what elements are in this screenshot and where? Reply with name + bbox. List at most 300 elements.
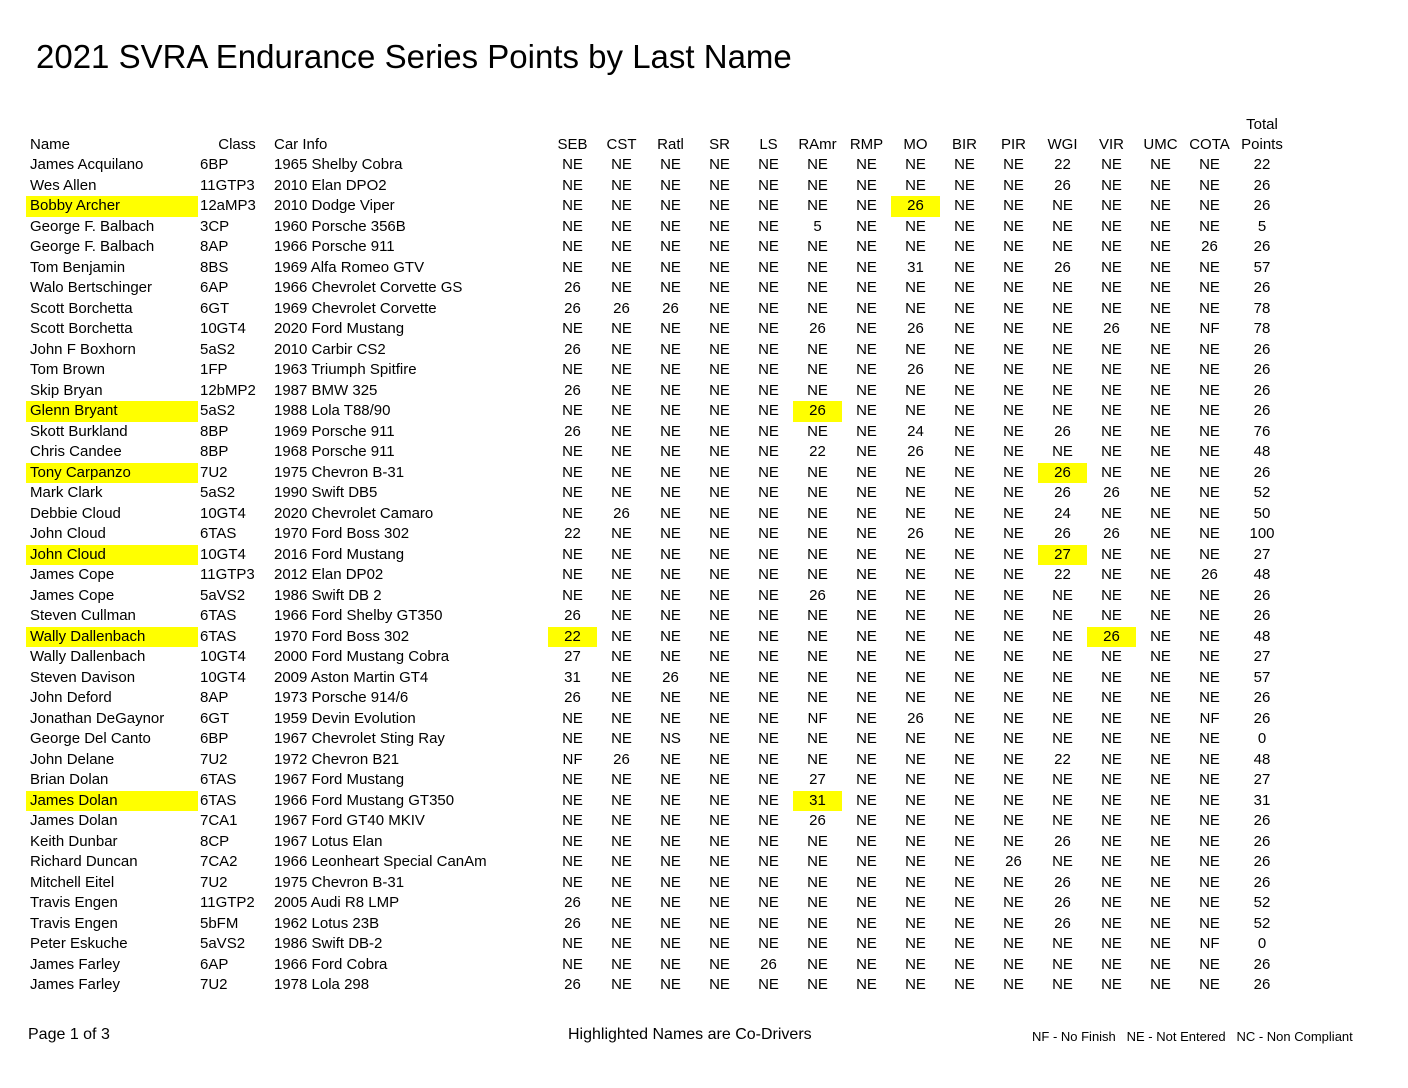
event-points-cell: NE [1150, 258, 1171, 276]
event-points-cell: NE [807, 340, 828, 358]
car-info-cell: 1969 Alfa Romeo GTV [274, 258, 425, 276]
event-points-cell: NE [1052, 730, 1073, 747]
event-points-cell: NE [1003, 730, 1024, 747]
class-cell: 11GTP2 [200, 894, 255, 911]
driver-name: Wally Dallenbach [30, 648, 146, 665]
event-points-cell: 26 [564, 299, 581, 317]
event-points-cell: 27 [564, 648, 581, 665]
total-points-cell: 26 [1253, 607, 1271, 624]
event-points-cell: NE [1199, 484, 1220, 501]
event-points-cell: NE [905, 545, 926, 563]
car-info-cell: 2020 Chevrolet Camaro [274, 504, 434, 522]
table-row [26, 832, 1290, 853]
event-points-cell: 26 [1054, 894, 1071, 911]
event-points-cell: NE [660, 832, 681, 850]
car-info-cell: 2012 Elan DP02 [274, 566, 384, 583]
event-points-cell: 5 [813, 217, 822, 235]
event-points-cell: NE [856, 914, 877, 932]
car-info-cell: 1966 Leonheart Special CanAm [274, 853, 487, 870]
event-points-cell: NE [1199, 402, 1220, 419]
event-points-cell: NE [905, 381, 926, 399]
driver-name: Wes Allen [30, 176, 97, 194]
event-points-cell: NE [709, 258, 730, 276]
event-points-cell: NE [611, 627, 632, 645]
event-points-cell: NE [758, 545, 779, 563]
event-points-cell: NE [611, 832, 632, 850]
driver-name: John Deford [30, 689, 112, 706]
table-row [26, 709, 1290, 730]
class-cell: 8BP [200, 422, 229, 440]
driver-name: Mark Clark [30, 484, 103, 501]
event-points-cell: NE [1101, 668, 1122, 686]
event-points-cell: NE [758, 504, 779, 522]
event-points-cell: NE [954, 812, 975, 829]
event-points-cell: NE [1052, 791, 1073, 809]
class-cell: 7U2 [200, 976, 228, 993]
event-points-cell: NE [562, 853, 583, 870]
event-points-cell: 26 [564, 422, 581, 440]
car-info-cell: 1960 Porsche 356B [274, 217, 406, 235]
event-points-cell: NE [660, 976, 681, 993]
event-points-cell: NE [611, 976, 632, 993]
event-points-cell: NE [1003, 258, 1024, 276]
event-points-cell: NE [709, 340, 730, 358]
event-points-cell: 27 [809, 771, 826, 788]
event-points-cell: NE [1003, 566, 1024, 583]
event-points-cell: NE [660, 217, 681, 235]
event-points-cell: NE [709, 525, 730, 542]
car-info-cell: 1967 Ford Mustang [274, 771, 405, 788]
event-points-cell: NE [611, 955, 632, 973]
event-points-cell: 26 [564, 689, 581, 706]
driver-name: Peter Eskuche [30, 935, 128, 952]
event-points-cell: NE [856, 894, 877, 911]
event-points-cell: NE [1150, 361, 1171, 378]
class-cell: 8CP [200, 832, 230, 850]
event-points-cell: NE [1150, 689, 1171, 706]
col-header-car-info: Car Info [274, 136, 328, 153]
event-points-cell: NE [856, 156, 877, 173]
event-points-cell: NE [1003, 955, 1024, 973]
event-points-cell: NE [807, 176, 828, 194]
driver-name: James Dolan [26, 791, 198, 812]
driver-name: Walo Bertschinger [30, 279, 152, 296]
table-body [26, 155, 1290, 996]
event-points-cell: 22 [548, 627, 597, 648]
car-info-cell: 1963 Triumph Spitfire [274, 361, 417, 378]
col-header-class: Class [218, 136, 256, 153]
event-points-cell: NE [905, 791, 926, 809]
event-points-cell: NE [660, 238, 681, 255]
driver-name: Debbie Cloud [30, 504, 121, 522]
event-points-cell: NE [611, 730, 632, 747]
event-points-cell: NE [562, 709, 583, 727]
event-points-cell: NE [807, 566, 828, 583]
class-cell: 6TAS [200, 525, 237, 542]
event-points-cell: NE [611, 463, 632, 481]
event-points-cell: NE [562, 771, 583, 788]
event-points-cell: NE [905, 668, 926, 686]
event-points-cell: NE [1101, 299, 1122, 317]
event-points-cell: NE [562, 586, 583, 604]
table-row [26, 381, 1290, 402]
event-points-cell: NE [905, 504, 926, 522]
event-points-cell: NE [807, 156, 828, 173]
event-points-cell: NE [856, 853, 877, 870]
event-points-cell: NE [562, 463, 583, 481]
event-points-cell: NE [562, 197, 583, 214]
table-row [26, 668, 1290, 689]
car-info-cell: 1990 Swift DB5 [274, 484, 378, 501]
event-points-cell: 26 [809, 586, 826, 604]
table-row [26, 688, 1290, 709]
event-points-cell: NE [562, 545, 583, 563]
class-cell: 8AP [200, 689, 229, 706]
total-points-cell: 48 [1253, 627, 1271, 645]
event-points-cell: NE [660, 689, 681, 706]
event-points-cell: 26 [1038, 463, 1087, 484]
event-points-cell: NE [1003, 504, 1024, 522]
event-points-cell: NE [1052, 709, 1073, 727]
event-points-cell: NE [807, 832, 828, 850]
table-row [26, 504, 1290, 525]
event-points-cell: NE [758, 730, 779, 747]
event-points-cell: NE [905, 750, 926, 768]
event-points-cell: 26 [891, 196, 940, 217]
event-points-cell: NE [856, 771, 877, 788]
event-points-cell: NE [807, 299, 828, 317]
event-points-cell: NE [758, 258, 779, 276]
event-points-cell: NE [660, 914, 681, 932]
event-points-cell: NE [1199, 217, 1220, 235]
event-points-cell: NE [905, 176, 926, 194]
event-points-cell: NE [954, 648, 975, 665]
event-points-cell: NE [1052, 607, 1073, 624]
event-points-cell: NE [1199, 545, 1220, 563]
event-points-cell: NE [1150, 279, 1171, 296]
total-points-cell: 26 [1253, 463, 1271, 481]
event-points-cell: NE [562, 320, 583, 337]
table-row [26, 401, 1290, 422]
car-info-cell: 1970 Ford Boss 302 [274, 627, 410, 645]
driver-name: Wally Dallenbach [26, 627, 198, 648]
event-points-cell: NE [1052, 955, 1073, 973]
event-points-cell: 26 [1054, 525, 1071, 542]
total-points-cell: 26 [1253, 340, 1271, 358]
event-points-cell: NE [1101, 422, 1122, 440]
event-points-cell: NE [1101, 832, 1122, 850]
event-points-cell: NE [856, 176, 877, 194]
event-points-cell: NE [709, 668, 730, 686]
driver-name: Tom Benjamin [30, 258, 126, 276]
event-points-cell: NE [660, 648, 681, 665]
driver-name: George F. Balbach [30, 238, 155, 255]
event-points-cell: NE [758, 443, 779, 460]
event-points-cell: NE [1199, 627, 1220, 645]
event-points-cell: NE [905, 853, 926, 870]
event-points-cell: NE [856, 279, 877, 296]
event-points-cell: NE [1003, 176, 1024, 194]
class-cell: 7CA2 [200, 853, 238, 870]
event-points-cell: NE [758, 709, 779, 727]
event-points-cell: NE [1199, 812, 1220, 829]
event-points-cell: NE [1101, 709, 1122, 727]
event-points-cell: NE [1003, 443, 1024, 460]
event-points-cell: NE [1199, 279, 1220, 296]
event-points-cell: NE [660, 422, 681, 440]
event-points-cell: NE [954, 730, 975, 747]
event-points-cell: NE [758, 320, 779, 337]
table-row [26, 975, 1290, 996]
event-points-cell: NE [709, 176, 730, 194]
class-cell: 7U2 [200, 873, 228, 891]
event-points-cell: NE [1003, 361, 1024, 378]
event-points-cell: NE [660, 873, 681, 891]
event-points-cell: NE [1003, 299, 1024, 317]
table-row [26, 524, 1290, 545]
event-points-cell: 26 [613, 750, 630, 768]
event-points-cell: NE [807, 422, 828, 440]
event-points-cell: NE [758, 935, 779, 952]
event-points-cell: NE [660, 443, 681, 460]
event-points-cell: NE [1199, 894, 1220, 911]
driver-name: James Cope [30, 566, 115, 583]
event-points-cell: NE [954, 320, 975, 337]
class-cell: 5bFM [200, 914, 239, 932]
class-cell: 10GT4 [200, 545, 246, 563]
class-cell: 12aMP3 [200, 197, 256, 214]
event-points-cell: NE [1199, 197, 1220, 214]
table-row [26, 914, 1290, 935]
event-points-cell: NE [1052, 935, 1073, 952]
event-points-cell: NE [709, 853, 730, 870]
event-points-cell: NE [1101, 648, 1122, 665]
event-points-cell: NE [660, 607, 681, 624]
event-points-cell: NE [954, 176, 975, 194]
event-points-cell: NE [611, 566, 632, 583]
event-points-cell: NE [1101, 812, 1122, 829]
event-points-cell: NE [758, 873, 779, 891]
event-points-cell: NE [562, 258, 583, 276]
event-points-cell: NE [562, 504, 583, 522]
event-points-cell: NE [709, 730, 730, 747]
driver-name: Travis Engen [30, 914, 118, 932]
event-points-cell: NE [709, 320, 730, 337]
event-points-cell: NE [807, 258, 828, 276]
event-points-cell: NE [709, 771, 730, 788]
event-points-cell: NE [758, 422, 779, 440]
event-points-cell: NE [1150, 340, 1171, 358]
event-points-cell: NE [807, 525, 828, 542]
event-points-cell: NE [1199, 689, 1220, 706]
car-info-cell: 1970 Ford Boss 302 [274, 525, 410, 542]
car-info-cell: 2005 Audi R8 LMP [274, 894, 400, 911]
event-points-cell: NE [954, 258, 975, 276]
event-points-cell: NE [660, 361, 681, 378]
driver-name: Keith Dunbar [30, 832, 118, 850]
event-points-cell: NE [1101, 935, 1122, 952]
event-points-cell: NE [807, 238, 828, 255]
event-points-cell: NE [709, 443, 730, 460]
event-points-cell: NE [1003, 402, 1024, 419]
table-row [26, 729, 1290, 750]
event-points-cell: NE [807, 545, 828, 563]
event-points-cell: NE [1150, 299, 1171, 317]
event-points-cell: NE [1150, 955, 1171, 973]
event-points-cell: NE [660, 320, 681, 337]
driver-name: Steven Davison [30, 668, 136, 686]
event-points-cell: NE [807, 361, 828, 378]
car-info-cell: 2020 Ford Mustang [274, 320, 405, 337]
car-info-cell: 1973 Porsche 914/6 [274, 689, 409, 706]
total-points-cell: 0 [1257, 730, 1267, 747]
event-points-cell: NE [1101, 381, 1122, 399]
event-points-cell: 26 [907, 709, 924, 727]
driver-name: Chris Candee [30, 443, 122, 460]
event-points-cell: NE [856, 955, 877, 973]
event-points-cell: NE [856, 873, 877, 891]
event-points-cell: 26 [662, 668, 679, 686]
event-points-cell: NF [1199, 935, 1220, 952]
event-points-cell: NE [611, 525, 632, 542]
event-points-cell: NE [709, 381, 730, 399]
event-points-cell: 26 [564, 381, 581, 399]
event-points-cell: NE [1150, 976, 1171, 993]
event-points-cell: NE [905, 484, 926, 501]
class-cell: 11GTP3 [200, 566, 255, 583]
event-points-cell: NE [611, 258, 632, 276]
class-cell: 6GT [200, 299, 230, 317]
event-points-cell: NE [1101, 443, 1122, 460]
event-points-cell: NE [905, 463, 926, 481]
event-points-cell: NE [905, 914, 926, 932]
table-row [26, 176, 1290, 197]
event-points-cell: NE [1150, 832, 1171, 850]
table-row [26, 955, 1290, 976]
event-points-cell: NE [856, 443, 877, 460]
event-points-cell: NE [1052, 586, 1073, 604]
event-points-cell: NE [660, 853, 681, 870]
col-header-event: RMP [849, 136, 884, 153]
event-points-cell: NE [856, 607, 877, 624]
total-points-cell: 26 [1253, 176, 1271, 194]
event-points-cell: NE [562, 484, 583, 501]
event-points-cell: NE [611, 381, 632, 399]
event-points-cell: NE [905, 586, 926, 604]
driver-name: John Delane [30, 750, 115, 768]
class-cell: 6BP [200, 156, 229, 173]
event-points-cell: NE [1199, 156, 1220, 173]
driver-name: Glenn Bryant [26, 401, 198, 422]
car-info-cell: 1967 Ford GT40 MKIV [274, 812, 425, 829]
event-points-cell: 26 [1103, 484, 1120, 501]
event-points-cell: NE [1199, 791, 1220, 809]
event-points-cell: NE [1150, 504, 1171, 522]
total-points-cell: 27 [1253, 648, 1271, 665]
event-points-cell: NE [1101, 771, 1122, 788]
event-points-cell: NE [709, 873, 730, 891]
event-points-cell: 31 [907, 258, 924, 276]
total-points-cell: 48 [1253, 566, 1271, 583]
event-points-cell: NE [1101, 873, 1122, 891]
event-points-cell: NE [1101, 279, 1122, 296]
table-row [26, 217, 1290, 238]
event-points-cell: NE [660, 463, 681, 481]
event-points-cell: NE [807, 935, 828, 952]
class-cell: 5aS2 [200, 484, 236, 501]
event-points-cell: NE [807, 668, 828, 686]
event-points-cell: NE [1199, 443, 1220, 460]
event-points-cell: NE [1052, 668, 1073, 686]
event-points-cell: NE [758, 894, 779, 911]
event-points-cell: NE [905, 340, 926, 358]
event-points-cell: 26 [564, 914, 581, 932]
col-header-event: SR [709, 136, 730, 153]
total-points-cell: 22 [1253, 156, 1271, 173]
event-points-cell: NE [856, 402, 877, 419]
event-points-cell: NE [954, 566, 975, 583]
event-points-cell: NE [1150, 914, 1171, 932]
table-row [26, 483, 1290, 504]
event-points-cell: NE [1150, 197, 1171, 214]
col-header-event: UMC [1143, 136, 1178, 153]
car-info-cell: 2010 Dodge Viper [274, 197, 395, 214]
event-points-cell: NE [1003, 381, 1024, 399]
car-info-cell: 1962 Lotus 23B [274, 914, 380, 932]
event-points-cell: NE [905, 566, 926, 583]
total-points-cell: 31 [1253, 791, 1271, 809]
total-points-cell: 26 [1253, 832, 1271, 850]
total-points-cell: 26 [1253, 955, 1271, 973]
event-points-cell: NE [709, 402, 730, 419]
table-row [26, 606, 1290, 627]
event-points-cell: NE [807, 607, 828, 624]
event-points-cell: NE [1101, 156, 1122, 173]
event-points-cell: NE [709, 832, 730, 850]
event-points-cell: NE [611, 914, 632, 932]
event-points-cell: NE [758, 689, 779, 706]
col-header-event: RAmr [798, 136, 837, 153]
event-points-cell: NE [709, 607, 730, 624]
event-points-cell: NE [1052, 279, 1073, 296]
event-points-cell: 22 [809, 443, 826, 460]
event-points-cell: NE [905, 894, 926, 911]
total-points-cell: 26 [1253, 853, 1271, 870]
event-points-cell: NE [856, 627, 877, 645]
event-points-cell: NE [1150, 381, 1171, 399]
car-info-cell: 2010 Carbir CS2 [274, 340, 386, 358]
event-points-cell: NE [660, 812, 681, 829]
event-points-cell: NE [954, 791, 975, 809]
event-points-cell: NE [660, 525, 681, 542]
event-points-cell: NE [856, 812, 877, 829]
event-points-cell: NE [954, 238, 975, 255]
event-points-cell: NE [1150, 238, 1171, 255]
event-points-cell: NE [1003, 586, 1024, 604]
table-row [26, 873, 1290, 894]
event-points-cell: NE [709, 361, 730, 378]
event-points-cell: NE [1003, 709, 1024, 727]
event-points-cell: NE [856, 361, 877, 378]
event-points-cell: NE [1101, 750, 1122, 768]
event-points-cell: NE [1199, 976, 1220, 993]
event-points-cell: NE [562, 873, 583, 891]
event-points-cell: NE [758, 832, 779, 850]
event-points-cell: NE [660, 750, 681, 768]
event-points-cell: NE [1003, 750, 1024, 768]
event-points-cell: NE [954, 381, 975, 399]
event-points-cell: NE [954, 976, 975, 993]
